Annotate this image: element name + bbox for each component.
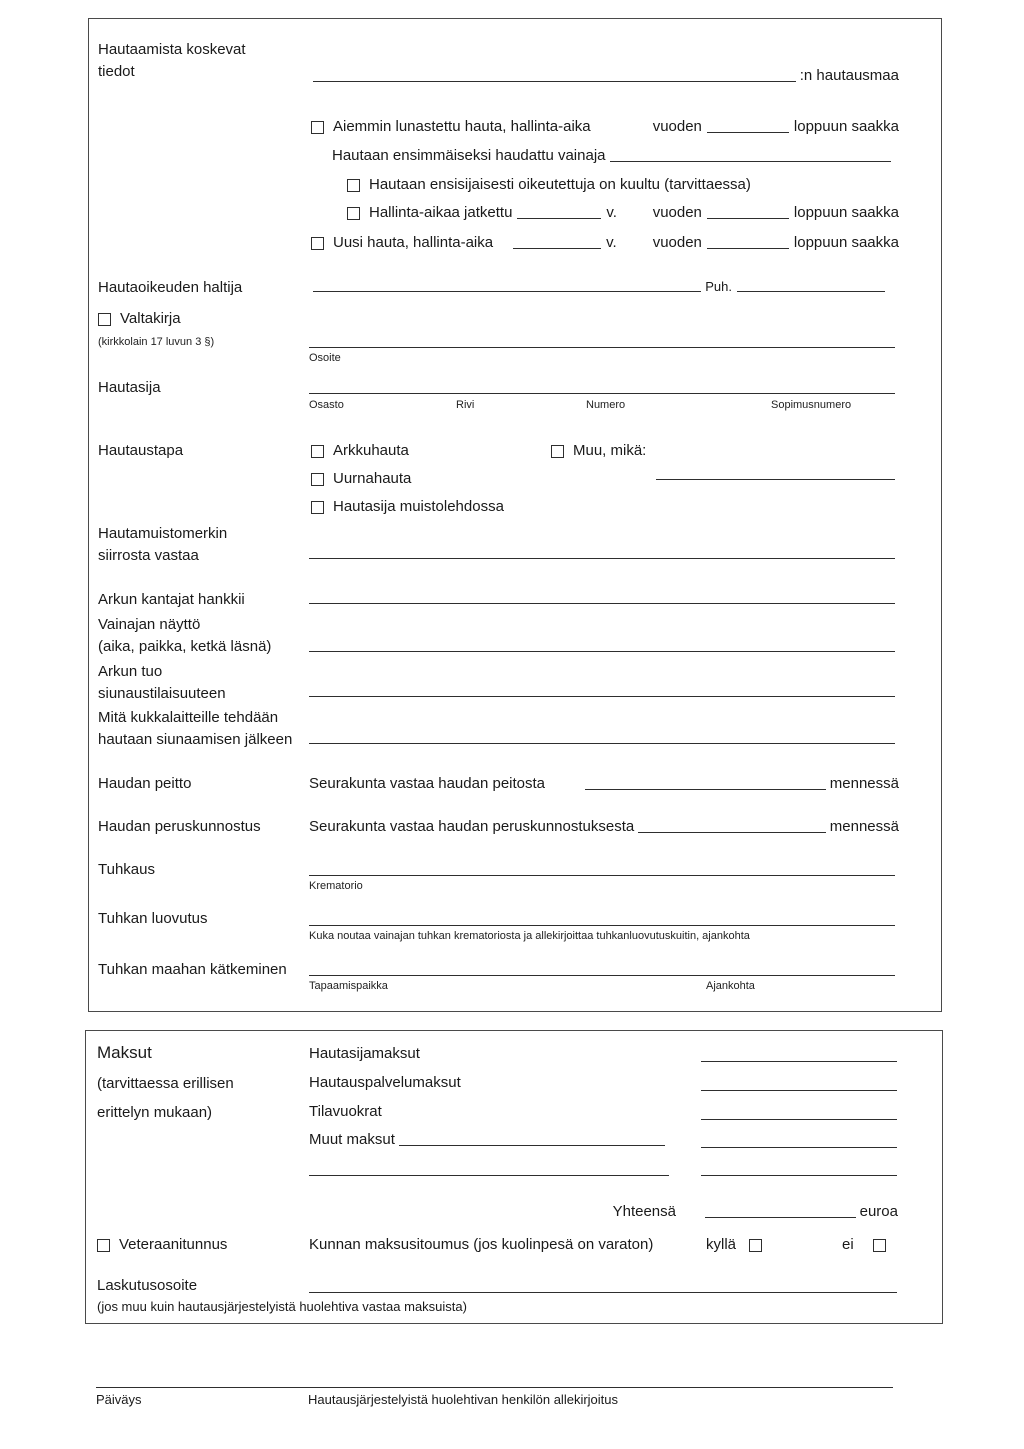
prev-grave-label: Aiemmin lunastettu hauta, hallinta-aika — [333, 118, 591, 135]
kirkkolain-note: (kirkkolain 17 luvun 3 §) — [98, 336, 215, 348]
valtakirja-row — [98, 310, 181, 328]
address-caption: Osoite — [309, 352, 341, 364]
luovutus-caption: Kuka noutaa vainajan tuhkan krematoriosta ja allekirjoittaa tuhkanluovutuskuitin, ajankohta — [309, 930, 750, 942]
section-title-line2: tiedot — [98, 63, 135, 80]
muistolehto-checkbox[interactable] — [311, 501, 324, 514]
coffin-label-line1: Arkun tuo — [98, 663, 163, 680]
veteraanitunnus-checkbox[interactable] — [97, 1239, 110, 1252]
v-abbr-label: v. — [606, 204, 617, 221]
euroa-label: euroa — [859, 1203, 898, 1220]
muut-maksut-desc-line — [399, 1133, 665, 1146]
kunnostus-row — [309, 818, 899, 836]
ei-checkbox[interactable] — [873, 1239, 886, 1252]
payment-amount-line — [701, 1175, 897, 1176]
tuhkaus-label: Tuhkaus — [98, 861, 155, 878]
kunnostus-date-line — [638, 820, 826, 833]
address-line — [309, 347, 895, 348]
laskutus-line — [309, 1292, 897, 1293]
yhteensa-label: Yhteensä — [612, 1203, 676, 1220]
krematorio-caption: Krematorio — [309, 880, 363, 892]
first-buried-line — [610, 149, 892, 162]
uurnahauta-label: Uurnahauta — [333, 470, 412, 487]
phone-line — [737, 279, 885, 292]
payment-item-label: Hautauspalvelumaksut — [309, 1074, 461, 1091]
laskutus-label: Laskutusosoite — [97, 1277, 198, 1294]
arkkuhauta-checkbox[interactable] — [311, 445, 324, 458]
flowers-label-line1: Mitä kukkalaitteille tehdään — [98, 709, 279, 726]
muu-checkbox[interactable] — [551, 445, 564, 458]
signature-line — [96, 1387, 893, 1388]
carriers-label: Arkun kantajat hankkii — [98, 591, 245, 608]
valtakirja-label: Valtakirja — [120, 310, 181, 327]
muut-maksut-row — [309, 1131, 669, 1149]
peitto-date-line — [585, 777, 826, 790]
payments-note-line1: (tarvittaessa erillisen — [97, 1075, 234, 1092]
muistolehto-label: Hautasija muistolehdossa — [333, 498, 504, 515]
peitto-row — [309, 775, 899, 793]
coffin-label-line2: siunaustilaisuuteen — [98, 685, 226, 702]
heard-label: Hautaan ensisijaisesti oikeutettuja on kuultu (tarvittaessa) — [369, 176, 751, 193]
kylla-checkbox[interactable] — [749, 1239, 762, 1252]
payment-item-label: Muut maksut — [309, 1131, 395, 1148]
payments-title: Maksut — [97, 1043, 152, 1062]
total-amount-line — [705, 1205, 856, 1218]
heard-checkbox[interactable] — [347, 179, 360, 192]
hautaustapa-label: Hautaustapa — [98, 442, 184, 459]
ei-label: ei — [842, 1236, 854, 1253]
muu-label: Muu, mikä: — [573, 442, 647, 459]
cemetery-row — [309, 67, 899, 85]
arkkuhauta-label: Arkkuhauta — [333, 442, 409, 459]
holder-label: Hautaoikeuden haltija — [98, 279, 243, 296]
sopimusnumero-caption: Sopimusnumero — [771, 399, 852, 411]
new-grave-label: Uusi hauta, hallinta-aika — [333, 234, 494, 251]
maksusitoumus-label: Kunnan maksusitoumus (jos kuolinpesä on varaton) — [309, 1236, 654, 1253]
prev-grave-checkbox[interactable] — [311, 121, 324, 134]
viewing-line — [309, 651, 895, 652]
paivays-caption: Päiväys — [96, 1392, 142, 1407]
previous-grave-row — [311, 118, 899, 136]
tuhkaus-line — [309, 875, 895, 876]
laskutus-note: (jos muu kuin hautausjärjestelyistä huolehtiva vastaa maksuista) — [97, 1299, 467, 1314]
kunnostus-text: Seurakunta vastaa haudan peruskunnostuksesta — [309, 818, 635, 835]
year-line — [707, 206, 789, 219]
viewing-label-line2: (aika, paikka, ketkä läsnä) — [98, 638, 272, 655]
muistolehto-row — [311, 498, 504, 516]
valtakirja-checkbox[interactable] — [98, 313, 111, 326]
holder-name-line — [313, 279, 701, 292]
year-line — [707, 120, 789, 133]
payment-amount-line — [701, 1147, 897, 1148]
cemetery-name-line — [313, 69, 796, 82]
osasto-caption: Osasto — [309, 399, 344, 411]
payment-item-label: Tilavuokrat — [309, 1103, 382, 1120]
payment-amount-line — [701, 1090, 897, 1091]
signature-caption: Hautausjärjestelyistä huolehtivan henkilön allekirjoitus — [308, 1392, 619, 1407]
vuoden-label: vuoden — [652, 118, 702, 135]
hautasija-line — [309, 393, 895, 394]
tapaamispaikka-caption: Tapaamispaikka — [309, 980, 388, 992]
extended-row — [347, 204, 899, 222]
year-line — [707, 236, 789, 249]
muu-row — [551, 442, 646, 460]
v-abbr-label: v. — [606, 234, 617, 251]
ajankohta-caption: Ajankohta — [706, 980, 755, 992]
arkkuhauta-row — [311, 442, 409, 460]
mennessa-label: mennessä — [829, 818, 899, 835]
flowers-line — [309, 743, 895, 744]
muu-answer-line — [656, 479, 895, 480]
payment-amount-line — [701, 1061, 897, 1062]
vuoden-label: vuoden — [652, 204, 702, 221]
new-grave-row — [311, 234, 899, 252]
numero-caption: Numero — [586, 399, 626, 411]
veteraani-row — [97, 1236, 227, 1254]
section-title-line1: Hautaamista koskevat — [98, 41, 246, 58]
payment-item-label: Hautasijamaksut — [309, 1045, 420, 1062]
extended-checkbox[interactable] — [347, 207, 360, 220]
payments-note-line2: erittelyn mukaan) — [97, 1104, 213, 1121]
luovutus-line — [309, 925, 895, 926]
new-grave-years-line — [513, 236, 601, 249]
flowers-label-line2: hautaan siunaamisen jälkeen — [98, 731, 293, 748]
uurnahauta-checkbox[interactable] — [311, 473, 324, 486]
memorial-label-line1: Hautamuistomerkin — [98, 525, 228, 542]
holder-row — [309, 279, 885, 295]
peitto-label: Haudan peitto — [98, 775, 192, 792]
katkeminen-line — [309, 975, 895, 976]
extended-years-line — [517, 206, 601, 219]
vuoden-label: vuoden — [652, 234, 702, 251]
peitto-text: Seurakunta vastaa haudan peitosta — [309, 775, 546, 792]
veteraanitunnus-label: Veteraanitunnus — [119, 1236, 228, 1253]
loppuun-saakka-label: loppuun saakka — [793, 118, 899, 135]
extra-payment-desc-line — [309, 1175, 669, 1176]
coffin-line — [309, 696, 895, 697]
first-buried-label: Hautaan ensimmäiseksi haudattu vainaja — [332, 147, 606, 164]
ei-row — [842, 1236, 886, 1254]
mennessa-label: mennessä — [829, 775, 899, 792]
kylla-label: kyllä — [706, 1236, 737, 1253]
memorial-label-line2: siirrosta vastaa — [98, 547, 199, 564]
extended-label: Hallinta-aikaa jatkettu — [369, 204, 513, 221]
kunnostus-label: Haudan peruskunnostus — [98, 818, 261, 835]
cemetery-suffix-label: :n hautausmaa — [799, 67, 899, 84]
phone-label: Puh. — [705, 279, 732, 295]
carriers-line — [309, 603, 895, 604]
viewing-label-line1: Vainajan näyttö — [98, 616, 201, 633]
kylla-row — [706, 1236, 762, 1254]
uurnahauta-row — [311, 470, 411, 488]
payments-section — [85, 1030, 943, 1324]
burial-info-section — [88, 18, 942, 1012]
rivi-caption: Rivi — [456, 399, 475, 411]
new-grave-checkbox[interactable] — [311, 237, 324, 250]
memorial-line — [309, 558, 895, 559]
loppuun-saakka-label: loppuun saakka — [793, 234, 899, 251]
total-row — [701, 1203, 898, 1221]
payment-amount-line — [701, 1119, 897, 1120]
heard-row — [347, 176, 751, 194]
luovutus-label: Tuhkan luovutus — [98, 910, 208, 927]
hautasija-label: Hautasija — [98, 379, 161, 396]
first-buried-row — [332, 147, 895, 165]
loppuun-saakka-label: loppuun saakka — [793, 204, 899, 221]
katkeminen-label: Tuhkan maahan kätkeminen — [98, 961, 287, 978]
